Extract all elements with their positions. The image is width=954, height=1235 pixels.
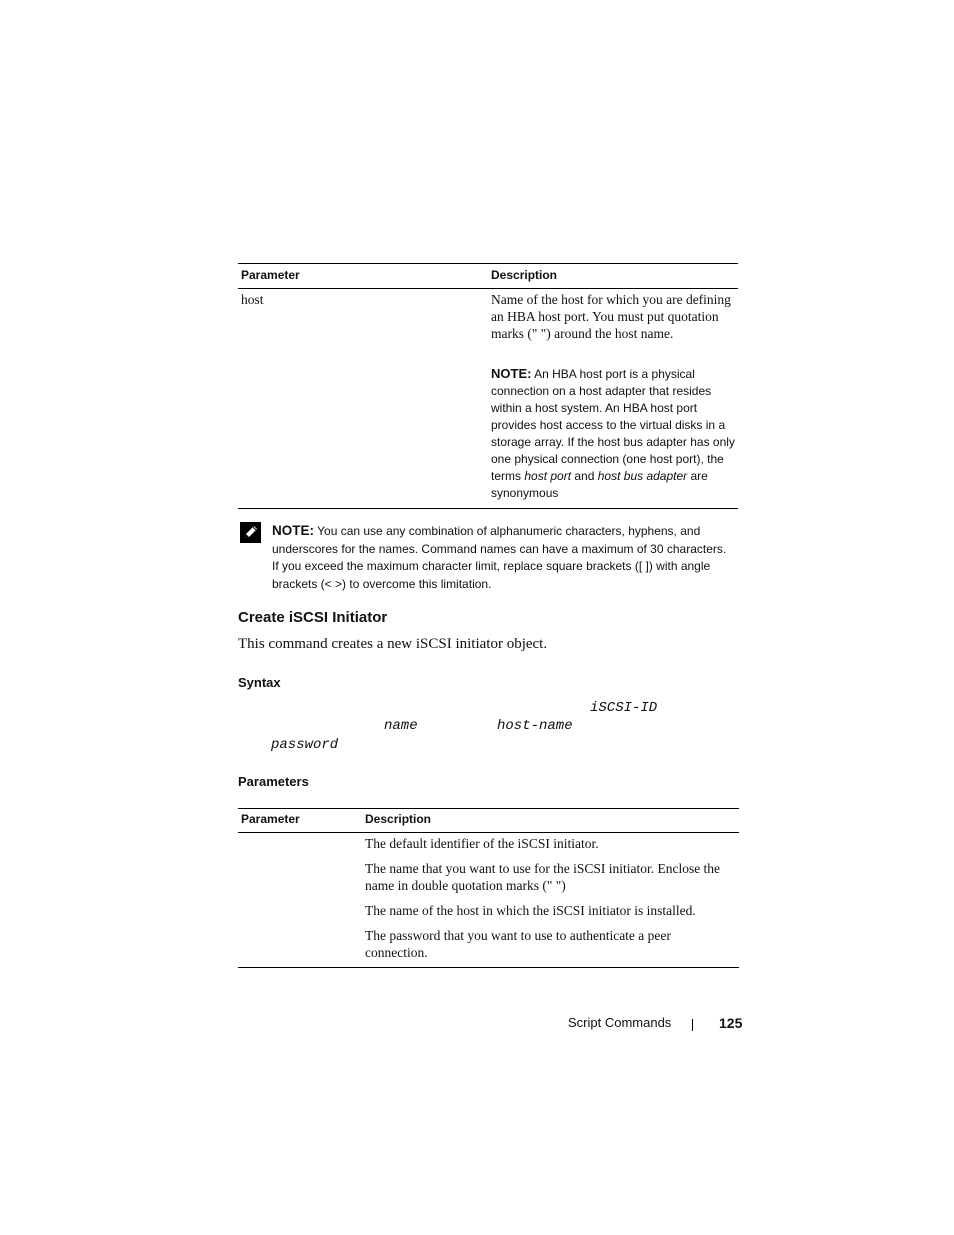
table-bottom-rule	[238, 508, 738, 509]
description-cell: The default identifier of the iSCSI initiator.	[365, 836, 599, 851]
section-intro: This command creates a new iSCSI initiator object.	[238, 636, 548, 652]
syntax-host-name: host-name	[497, 718, 573, 734]
column-header-parameter: Parameter	[241, 268, 300, 282]
description-cell: The password that you want to use to authenticate a peer connection.	[365, 928, 671, 960]
column-header-description: Description	[365, 812, 432, 826]
syntax-iscsi-id: iSCSI-ID	[590, 700, 658, 716]
parameters-heading: Parameters	[238, 774, 309, 789]
page-number: 125	[719, 1015, 743, 1031]
syntax-password: password	[271, 737, 339, 753]
table-note-text: An HBA host port is a physical connection on a host adapter that resides within a host system. An HBA host port provides host access to the virtual disks in a storage array. If the host bus adapter has only one physical connection (one host port), the terms	[491, 367, 735, 483]
table-top-rule	[238, 808, 739, 809]
footer-separator	[692, 1019, 693, 1031]
note-block	[272, 522, 732, 593]
table-note	[491, 365, 736, 502]
table-top-rule	[238, 263, 738, 264]
table-note-text-and: and	[571, 469, 598, 483]
syntax-name: name	[384, 718, 418, 734]
column-header-parameter: Parameter	[241, 812, 300, 826]
footer-section: Script Commands	[568, 1015, 672, 1030]
table-note-emphasis-host-bus-adapter: host bus adapter	[597, 469, 688, 483]
description-cell: The name of the host in which the iSCSI initiator is installed.	[365, 903, 696, 918]
table-bottom-rule	[238, 967, 739, 968]
section-title: Create iSCSI Initiator	[238, 609, 388, 626]
table-header-rule	[238, 832, 739, 833]
table-note-emphasis-host-port: host port	[524, 469, 572, 483]
description-cell: Name of the host for which you are defining an HBA host port. You must put quotation marks (" ") around the host name.	[491, 292, 731, 341]
note-label: NOTE:	[272, 523, 314, 538]
syntax-heading: Syntax	[238, 675, 281, 690]
table-note-label: NOTE:	[491, 366, 532, 381]
note-pencil-icon	[240, 522, 261, 543]
description-cell: The name that you want to use for the iSCSI initiator. Enclose the name in double quotation marks (" ")	[365, 861, 721, 893]
table-note-text-end: are synonymous	[491, 469, 708, 500]
note-text: You can use any combination of alphanumeric characters, hyphens, and underscores for the names. Command names can have a maximum of 30 characters. If you exceed the maximum character limit, replace square brackets ([ ]) with angle brackets (< >) to overcome this limitation.	[272, 524, 727, 591]
column-header-description: Description	[491, 268, 558, 282]
table-header-rule	[238, 288, 738, 289]
parameter-cell: host	[241, 292, 264, 307]
